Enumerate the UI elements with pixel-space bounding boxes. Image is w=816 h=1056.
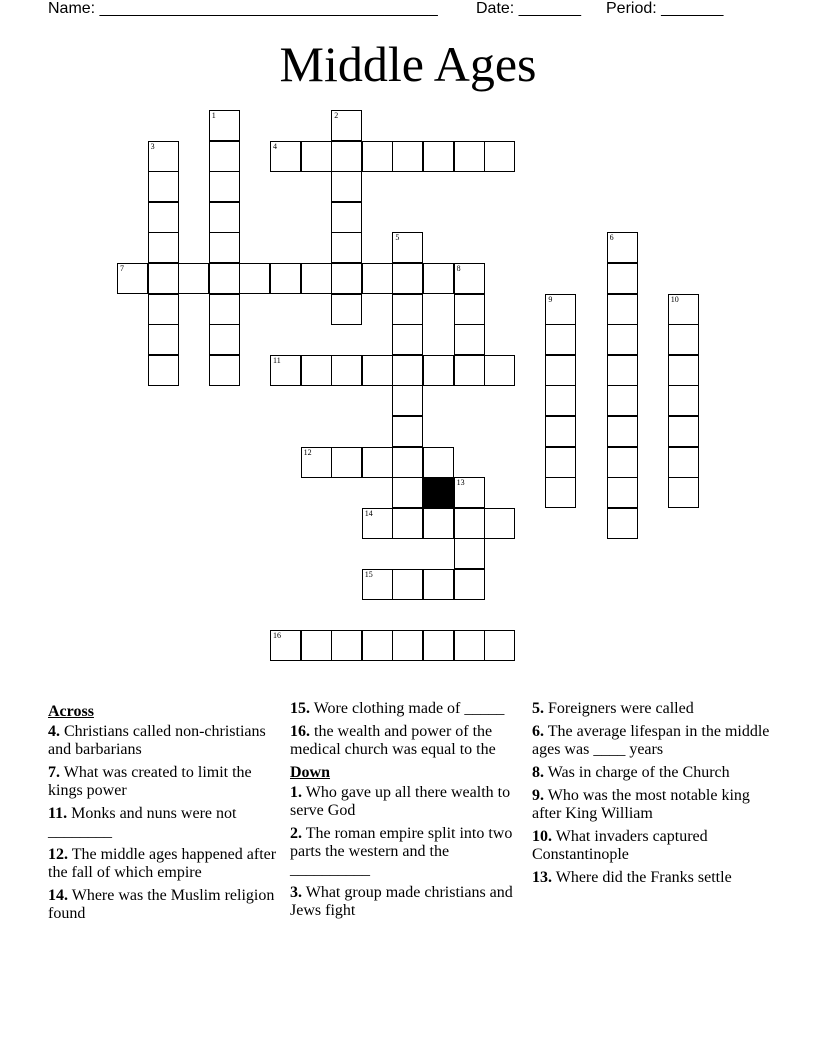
crossword-cell[interactable]	[331, 202, 362, 233]
black-cell	[423, 477, 454, 508]
clue-number-label: 10	[670, 294, 679, 304]
crossword-cell[interactable]	[148, 324, 179, 355]
crossword-cell[interactable]	[362, 447, 393, 478]
crossword-cell[interactable]	[331, 630, 362, 661]
crossword-cell[interactable]	[362, 263, 393, 294]
crossword-cell[interactable]	[331, 171, 362, 202]
crossword-cell[interactable]	[392, 508, 423, 539]
crossword-cell[interactable]	[209, 232, 240, 263]
clue-down-2	[290, 825, 516, 879]
clue-text: the wealth and power of the medical church was equal to the	[290, 723, 496, 758]
clue-across-4	[48, 723, 284, 759]
clue-number: 16.	[290, 723, 310, 740]
crossword-cell[interactable]	[607, 416, 638, 447]
crossword-cell[interactable]	[607, 508, 638, 539]
crossword-cell[interactable]	[484, 508, 515, 539]
clue-text: Foreigners were called	[548, 700, 694, 717]
clue-number-label: 8	[456, 264, 461, 273]
clue-text: The average lifespan in the middle ages was ____ years	[532, 723, 770, 758]
crossword-cell[interactable]	[209, 171, 240, 202]
clue-number-label: 16	[273, 631, 281, 641]
crossword-cell[interactable]	[668, 416, 699, 447]
crossword-cell[interactable]	[607, 294, 638, 325]
crossword-cell[interactable]	[454, 324, 485, 355]
crossword-cell[interactable]	[392, 324, 423, 355]
clues-column-2	[290, 700, 516, 925]
clue-number-label: 15	[364, 570, 373, 579]
clue-text: What group made christians and Jews fight	[290, 884, 513, 919]
clues-column-1	[48, 700, 284, 928]
crossword-cell[interactable]	[117, 263, 148, 294]
clue-text: What was created to limit the kings power	[48, 764, 252, 799]
crossword-cell[interactable]	[331, 294, 362, 325]
date-field-label[interactable]: Date: _______	[476, 0, 581, 17]
crossword-cell[interactable]	[362, 508, 393, 539]
crossword-cell[interactable]	[454, 141, 485, 172]
crossword-cell[interactable]	[423, 263, 454, 294]
crossword-cell[interactable]	[668, 324, 699, 355]
crossword-cell[interactable]	[607, 232, 638, 263]
crossword-cell[interactable]	[545, 324, 576, 355]
clue-number: 13.	[532, 869, 552, 886]
crossword-cell[interactable]	[423, 508, 454, 539]
crossword-cell[interactable]	[331, 263, 362, 294]
clues-column-3	[532, 700, 772, 892]
clue-text: The middle ages happened after the fall of which empire	[48, 846, 277, 881]
clue-number: 7.	[48, 764, 60, 781]
crossword-cell[interactable]	[668, 447, 699, 478]
crossword-cell[interactable]	[545, 447, 576, 478]
crossword-cell[interactable]	[362, 355, 393, 386]
crossword-cell[interactable]	[301, 630, 332, 661]
crossword-cell[interactable]	[668, 294, 699, 325]
clue-number-label: 11	[273, 355, 281, 365]
clue-text: Monks and nuns were not ________	[48, 805, 237, 840]
crossword-cell[interactable]	[148, 141, 179, 172]
crossword-cell[interactable]	[209, 202, 240, 233]
crossword-cell[interactable]	[607, 263, 638, 294]
clue-number: 6.	[532, 723, 544, 740]
crossword-cell[interactable]	[209, 263, 240, 294]
crossword-cell[interactable]	[423, 355, 454, 386]
clue-text: What invaders captured Constantinople	[532, 828, 708, 863]
clue-number: 15.	[290, 700, 310, 717]
clue-text: Where was the Muslim religion found	[48, 887, 275, 922]
clue-down-13	[532, 869, 772, 887]
crossword-cell[interactable]	[545, 416, 576, 447]
crossword-cell[interactable]	[331, 447, 362, 478]
crossword-cell[interactable]	[331, 232, 362, 263]
crossword-cell[interactable]	[423, 569, 454, 600]
clue-text: Who was the most notable king after King William	[532, 787, 750, 822]
clue-text: Where did the Franks settle	[555, 869, 732, 886]
crossword-cell[interactable]	[454, 477, 485, 508]
crossword-cell[interactable]	[392, 630, 423, 661]
clue-number: 5.	[532, 700, 544, 717]
crossword-cell[interactable]	[607, 477, 638, 508]
page-title: Middle Ages	[279, 36, 537, 92]
crossword-cell[interactable]	[545, 385, 576, 416]
clue-down-1	[290, 784, 516, 820]
crossword-cell[interactable]	[331, 355, 362, 386]
clue-down-10	[532, 828, 772, 864]
crossword-cell[interactable]	[392, 416, 423, 447]
crossword-cell[interactable]	[148, 294, 179, 325]
clue-number-label: 12	[303, 447, 312, 457]
clue-number: 4.	[48, 723, 60, 740]
clue-number: 8.	[532, 764, 544, 781]
clue-across-7	[48, 764, 284, 800]
crossword-cell[interactable]	[362, 569, 393, 600]
crossword-cell[interactable]	[454, 569, 485, 600]
crossword-cell[interactable]	[270, 141, 301, 172]
down-heading: Down	[290, 764, 331, 781]
clue-number-label: 13	[456, 478, 465, 488]
crossword-cell[interactable]	[484, 630, 515, 661]
clue-across-14	[48, 887, 284, 923]
clue-number: 3.	[290, 884, 302, 901]
crossword-cell[interactable]	[607, 385, 638, 416]
clue-number-label: 6	[609, 233, 614, 243]
clue-number-label: 7	[120, 264, 124, 273]
clue-number-label: 2	[334, 111, 339, 120]
clue-number: 14.	[48, 887, 68, 904]
clue-down-9	[532, 787, 772, 823]
clue-text: Was in charge of the Church	[547, 764, 730, 781]
crossword-cell[interactable]	[331, 141, 362, 172]
clue-down-5	[532, 700, 772, 718]
crossword-cell[interactable]	[331, 110, 362, 141]
crossword-cell[interactable]	[209, 355, 240, 386]
crossword-cell[interactable]	[423, 141, 454, 172]
crossword-cell[interactable]	[545, 294, 576, 325]
clue-text: Wore clothing made of _____	[313, 700, 505, 717]
crossword-cell[interactable]	[607, 355, 638, 386]
crossword-cell[interactable]	[454, 355, 485, 386]
crossword-cell[interactable]	[209, 141, 240, 172]
crossword-cell[interactable]	[148, 232, 179, 263]
crossword-cell[interactable]	[484, 355, 515, 386]
crossword-cell[interactable]	[209, 294, 240, 325]
clue-text: Christians called non-christians and barbarians	[48, 723, 266, 758]
crossword-cell[interactable]	[607, 447, 638, 478]
clue-number-label: 9	[548, 294, 553, 304]
crossword-cell[interactable]	[178, 263, 209, 294]
crossword-cell[interactable]	[301, 141, 332, 172]
crossword-cell[interactable]	[239, 263, 270, 294]
crossword-cell[interactable]	[545, 355, 576, 386]
crossword-cell[interactable]	[270, 263, 301, 294]
crossword-cell[interactable]	[270, 630, 301, 661]
crossword-cell[interactable]	[362, 630, 393, 661]
crossword-cell[interactable]	[668, 477, 699, 508]
crossword-cell[interactable]	[545, 477, 576, 508]
clue-number: 2.	[290, 825, 302, 842]
crossword-cell[interactable]	[392, 569, 423, 600]
crossword-cell[interactable]	[270, 355, 301, 386]
clue-number: 10.	[532, 828, 552, 845]
clue-text: Who gave up all there wealth to serve God	[290, 784, 511, 819]
crossword-cell[interactable]	[392, 141, 423, 172]
crossword-cell[interactable]	[668, 385, 699, 416]
clue-text: The roman empire split into two parts the western and the __________	[290, 825, 513, 878]
crossword-cell[interactable]	[392, 294, 423, 325]
crossword-cell[interactable]	[148, 202, 179, 233]
clue-down-6	[532, 723, 772, 759]
crossword-cell[interactable]	[301, 355, 332, 386]
crossword-cell[interactable]	[392, 263, 423, 294]
crossword-cell[interactable]	[454, 263, 485, 294]
clue-number: 9.	[532, 787, 544, 804]
crossword-cell[interactable]	[148, 263, 179, 294]
across-heading: Across	[48, 703, 94, 720]
crossword-cell[interactable]	[362, 141, 393, 172]
clue-number-label: 4	[273, 141, 277, 151]
crossword-cell[interactable]	[392, 232, 423, 263]
clue-across-15	[290, 700, 516, 718]
clue-number-label: 3	[150, 141, 155, 151]
period-field-label[interactable]: Period: _______	[606, 0, 724, 17]
crossword-cell[interactable]	[209, 324, 240, 355]
clue-across-11	[48, 805, 284, 841]
crossword-cell[interactable]	[301, 263, 332, 294]
crossword-cell[interactable]	[209, 110, 240, 141]
crossword-cell[interactable]	[392, 477, 423, 508]
clue-number-label: 14	[364, 508, 373, 518]
clue-across-16	[290, 723, 516, 759]
crossword-cell[interactable]	[301, 447, 332, 478]
clue-number: 1.	[290, 784, 302, 801]
crossword-cell[interactable]	[454, 630, 485, 661]
crossword-cell[interactable]	[423, 630, 454, 661]
crossword-cell[interactable]	[454, 294, 485, 325]
crossword-cell[interactable]	[148, 355, 179, 386]
clue-number: 11.	[48, 805, 68, 822]
name-field-label[interactable]: Name: ______________________________________	[48, 0, 438, 17]
clue-number-label: 1	[211, 111, 216, 120]
crossword-cell[interactable]	[423, 447, 454, 478]
clue-across-12	[48, 846, 284, 882]
crossword-cell[interactable]	[668, 355, 699, 386]
crossword-cell[interactable]	[392, 385, 423, 416]
clue-number-label: 5	[395, 233, 400, 243]
clue-down-3	[290, 884, 516, 920]
clue-down-8	[532, 764, 772, 782]
crossword-cell[interactable]	[454, 538, 485, 569]
clue-number: 12.	[48, 846, 68, 863]
crossword-cell[interactable]	[454, 508, 485, 539]
crossword-cell[interactable]	[392, 447, 423, 478]
crossword-cell[interactable]	[148, 171, 179, 202]
crossword-cell[interactable]	[607, 324, 638, 355]
crossword-cell[interactable]	[484, 141, 515, 172]
crossword-cell[interactable]	[392, 355, 423, 386]
